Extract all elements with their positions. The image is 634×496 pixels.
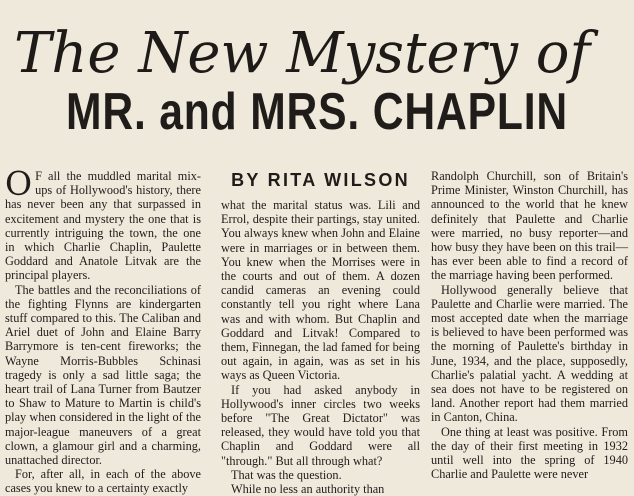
col1-paragraph-2: The battles and the reconciliations of the fighting Flynns are kindergarten stuff compared to this. The Caliban and Ariel duet of John and Elaine Barry Barrymore is ten-cent fireworks; the Wayne Morris-Bubbles Schinasi tragedy is only a sad little saga; the heart trail of Lana Turner from Bautzer to Shaw to Mature to Martin is child's play when considered in the light of the major-league maneuvers of a great clown, a glamour girl and a charming, unattached director. (5, 282, 201, 468)
byline: BY RITA WILSON (231, 170, 410, 190)
col2-paragraph-4: While no less an authority than (231, 482, 385, 496)
col2-paragraph-1: what the marital status was. Lili and Errol, despite their partings, stay united. You always knew when John and Elaine were in marriages or in between them. You knew when the Morrises were in the courts and out of them. A dozen candid cameras an evening could constantly tell you right where Lana was and with whom. But Chaplin and Goddard and Litvak! Compared to them, Finnegan, the lad famed for being out again, in again, was as set in his ways as Queen Victoria. (221, 198, 420, 383)
col1-p1-text: F all the muddled marital mix-ups of Hollywood's history, there has never been any that surpassed in excitement and mystery the one that is currently intriguing the town, the one in which Charlie Chaplin, Paulette Goddard and Anatole Litvak are the principal players. (5, 169, 201, 283)
col1-paragraph-1 (5, 164, 201, 283)
col3-paragraph-1: Randolph Churchill, son of Britain's Prime Minister, Winston Churchill, has announced to the world that he knew definitely that Paulette and Charlie were married, no busy reporter—and how busy they have been on this trail—has ever been able to find a record of the marriage having been performed. (431, 169, 628, 283)
col2-paragraph-2: If you had asked anybody in Hollywood's inner circles two weeks before "The Great Dictator" was released, they would have told you that Chaplin and Goddard were all "through." But all through what? (221, 382, 420, 468)
column-2 (221, 198, 420, 496)
column-3 (431, 169, 628, 482)
column-1 (5, 164, 201, 496)
col3-paragraph-2: Hollywood generally believe that Paulette and Charlie were married. The most accepted date when the marriage is believed to have been performed was the morning of Paulette's birthday in June, 1934, and the place, supposedly, Charlie's palatial yacht. A wedding at sea does not have to be registered on land. Another report had them married in Canton, China. (431, 282, 628, 425)
col1-paragraph-3: For, after all, in each of the above cases you knew to a certainty exactly (5, 467, 201, 496)
drop-cap: O (5, 164, 33, 203)
script-headline-text: The New Mystery of (14, 21, 591, 86)
main-headline: MR. and MRS. CHAPLIN (65, 83, 569, 141)
col2-paragraph-3: That was the question. (231, 467, 342, 482)
col3-paragraph-3: One thing at least was positive. From the day of their first meeting in 1932 until well into the spring of 1940 Charlie and Paulette were never (431, 424, 628, 482)
